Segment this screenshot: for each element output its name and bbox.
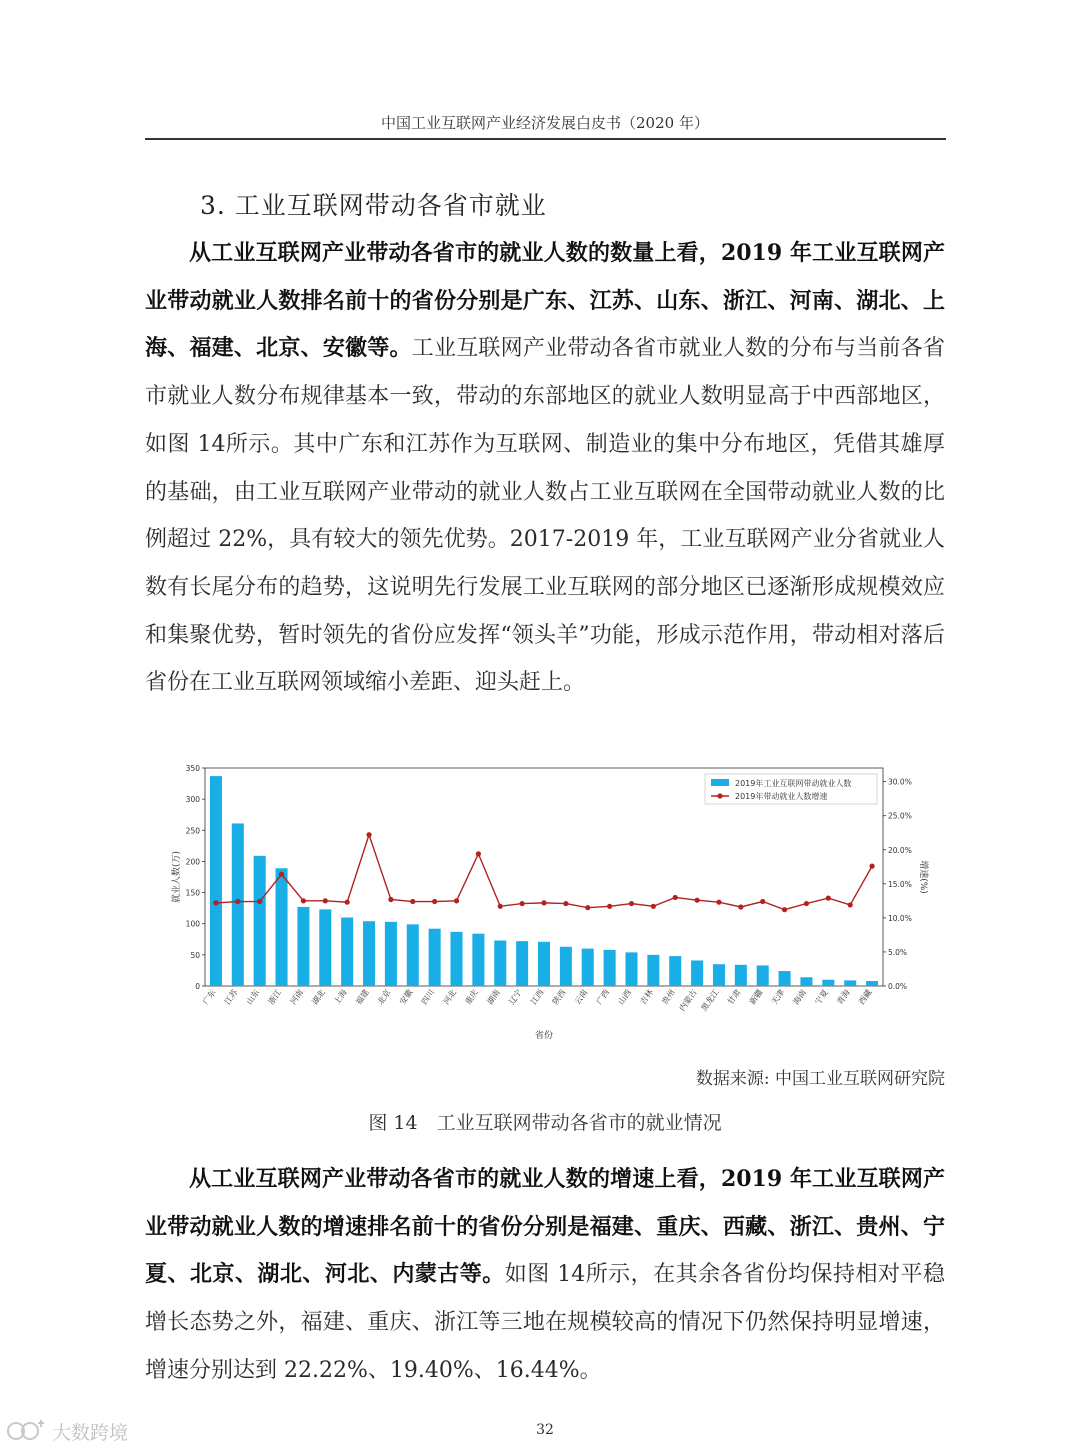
bar bbox=[276, 868, 288, 986]
bar bbox=[560, 947, 572, 986]
x-tick-label: 重庆 bbox=[463, 987, 481, 1007]
x-axis-title: 省份 bbox=[534, 1031, 554, 1041]
growth-point bbox=[826, 896, 831, 901]
growth-point bbox=[804, 901, 809, 906]
growth-point bbox=[345, 900, 350, 905]
x-tick-label: 江西 bbox=[529, 987, 546, 1007]
right-axis-title: 增速(%) bbox=[918, 860, 928, 894]
growth-point bbox=[848, 902, 853, 907]
growth-point bbox=[366, 832, 371, 837]
left-axis-tick-label: 200 bbox=[185, 857, 200, 867]
x-tick-label: 青海 bbox=[835, 987, 852, 1007]
growth-point bbox=[716, 900, 721, 905]
bar bbox=[735, 965, 747, 986]
bar bbox=[363, 921, 375, 986]
growth-point bbox=[585, 905, 590, 910]
right-axis-tick-label: 20.0% bbox=[888, 845, 912, 855]
bar bbox=[691, 960, 703, 986]
x-tick-label: 广西 bbox=[594, 987, 612, 1007]
growth-point bbox=[694, 898, 699, 903]
bar bbox=[341, 917, 353, 986]
x-tick-label: 湖南 bbox=[485, 987, 502, 1007]
right-axis-tick-label: 15.0% bbox=[888, 879, 912, 889]
section-title: 3. 工业互联网带动各省市就业 bbox=[200, 191, 547, 220]
bar bbox=[713, 964, 725, 986]
growth-point bbox=[629, 901, 634, 906]
x-tick-label: 浙江 bbox=[266, 987, 284, 1007]
watermark-text: 大数跨境 bbox=[52, 1421, 129, 1444]
growth-point bbox=[607, 904, 612, 909]
employment-chart bbox=[165, 760, 928, 1050]
bar bbox=[232, 823, 244, 986]
x-tick-label: 新疆 bbox=[747, 987, 765, 1007]
bar bbox=[297, 907, 309, 986]
growth-point bbox=[454, 898, 459, 903]
bar bbox=[407, 924, 419, 986]
bar bbox=[669, 956, 681, 986]
running-header: 中国工业互联网产业经济发展白皮书（2020 年） bbox=[381, 114, 709, 132]
x-tick-label: 四川 bbox=[419, 987, 437, 1007]
legend-label: 2019年带动就业人数增速 bbox=[735, 792, 828, 801]
x-tick-label: 江苏 bbox=[222, 987, 240, 1007]
left-axis-tick-label: 50 bbox=[190, 950, 200, 960]
growth-point bbox=[651, 904, 656, 909]
watermark-logo-icon bbox=[6, 1417, 46, 1445]
x-tick-label: 陕西 bbox=[550, 987, 568, 1007]
header-rule bbox=[145, 138, 946, 140]
paragraph-body: 如图 14所示，在其余各省份均保持相对平稳增长态势之外，福建、重庆、浙江等三地在规模较高的情况下仍然保持明显增速，增速分别达到 22.22%、19.40%、16.44%。 bbox=[145, 1262, 945, 1383]
x-tick-label: 辽宁 bbox=[507, 987, 524, 1007]
growth-point bbox=[235, 899, 240, 904]
x-tick-label: 福建 bbox=[354, 987, 371, 1007]
bar bbox=[800, 977, 812, 986]
growth-point bbox=[476, 851, 481, 856]
x-tick-label: 云南 bbox=[572, 987, 590, 1007]
x-tick-label: 山西 bbox=[616, 987, 634, 1007]
bar bbox=[494, 941, 506, 986]
left-axis-tick-label: 250 bbox=[185, 826, 200, 836]
x-tick-label: 宁夏 bbox=[813, 987, 830, 1007]
x-tick-label: 天津 bbox=[769, 987, 787, 1007]
bar bbox=[472, 934, 484, 986]
growth-point bbox=[498, 904, 503, 909]
figure-caption: 图 14 工业互联网带动各省市的就业情况 bbox=[368, 1112, 722, 1134]
x-tick-label: 西藏 bbox=[857, 987, 874, 1007]
bar bbox=[516, 941, 528, 986]
legend-bar-swatch bbox=[711, 779, 729, 786]
x-tick-label: 海南 bbox=[791, 987, 809, 1007]
paragraph-lead-bold: 从工业互联网产业带动各省市的就业人数的增速上看，2019 年工业互联网产业带动就业人数的增速排名前十的省份分别是福建、重庆、西藏、浙江、贵州、宁夏、北京、湖北、河北、内蒙古等。 bbox=[145, 1166, 945, 1288]
growth-point bbox=[410, 899, 415, 904]
left-axis-tick-label: 0 bbox=[195, 982, 200, 991]
x-tick-label: 内蒙古 bbox=[677, 987, 699, 1013]
x-tick-label: 安徽 bbox=[397, 987, 415, 1007]
x-tick-label: 河南 bbox=[288, 987, 306, 1007]
bar bbox=[319, 909, 331, 986]
x-tick-label: 河北 bbox=[441, 987, 459, 1007]
bar bbox=[582, 949, 594, 986]
x-tick-label: 黑龙江 bbox=[699, 987, 721, 1013]
bar bbox=[779, 971, 791, 986]
x-tick-label: 甘肃 bbox=[725, 987, 743, 1007]
growth-point bbox=[563, 901, 568, 906]
bar bbox=[210, 776, 222, 986]
growth-point bbox=[213, 900, 218, 905]
left-axis-title: 就业人数(万) bbox=[172, 850, 182, 904]
growth-point bbox=[432, 899, 437, 904]
growth-point bbox=[323, 898, 328, 903]
bar bbox=[844, 980, 856, 986]
growth-point bbox=[541, 900, 546, 905]
growth-point bbox=[279, 872, 284, 877]
right-axis-tick-label: 10.0% bbox=[888, 913, 912, 923]
left-axis-tick-label: 150 bbox=[185, 888, 200, 898]
bar bbox=[604, 950, 616, 986]
growth-point bbox=[301, 898, 306, 903]
bar bbox=[538, 942, 550, 986]
paragraph-employment-count bbox=[145, 230, 945, 707]
bar bbox=[429, 929, 441, 986]
right-axis-tick-label: 25.0% bbox=[888, 811, 912, 821]
x-tick-label: 山东 bbox=[244, 987, 262, 1007]
bar bbox=[254, 856, 266, 986]
growth-point bbox=[673, 895, 678, 900]
bar bbox=[625, 952, 637, 986]
bar bbox=[385, 922, 397, 986]
watermark bbox=[6, 1414, 128, 1448]
x-tick-label: 吉林 bbox=[638, 987, 655, 1007]
paragraph-employment-growth bbox=[145, 1156, 945, 1395]
legend-line-marker bbox=[717, 793, 722, 798]
paragraph-body: 工业互联网产业带动各省市就业人数的分布与当前各省市就业人数分布规律基本一致，带动的东部地区的就业人数明显高于中西部地区，如图 14所示。其中广东和江苏作为互联网、制造业的集中分布地区，凭借其雄厚的基础，由工业互联网产业带动的就业人数占工业互联网在全国带动就业人数的比例超过 22%，具有较大的领先优势。2017-2019 年，工业互联网产业分省就业人数有长尾分布的趋势，这说明先行发展工业互联网的部分地区已逐渐形成规模效应和集聚优势，暂时领先的省份应发挥“领头羊”功能，形成示范作用，带动相对落后省份在工业互联网领域缩小差距、迎头赶上。 bbox=[145, 336, 945, 696]
bar bbox=[822, 980, 834, 986]
left-axis-tick-label: 300 bbox=[185, 795, 200, 805]
bar bbox=[647, 955, 659, 986]
growth-point bbox=[782, 907, 787, 912]
left-axis-tick-label: 350 bbox=[185, 764, 200, 773]
x-tick-label: 湖北 bbox=[310, 987, 327, 1007]
left-axis-tick-label: 100 bbox=[185, 919, 200, 929]
growth-point bbox=[869, 864, 874, 869]
growth-point bbox=[520, 901, 525, 906]
growth-point bbox=[257, 899, 262, 904]
paragraph-lead-bold: 从工业互联网产业带动各省市的就业人数的数量上看，2019 年工业互联网产业带动就业人数排名前十的省份分别是广东、江苏、山东、浙江、河南、湖北、上海、福建、北京、安徽等。 bbox=[145, 240, 945, 362]
bar bbox=[866, 981, 878, 986]
right-axis-tick-label: 5.0% bbox=[888, 947, 908, 957]
growth-point bbox=[760, 899, 765, 904]
x-tick-label: 北京 bbox=[375, 987, 393, 1007]
x-tick-label: 广东 bbox=[201, 987, 218, 1007]
bar bbox=[757, 965, 769, 986]
right-axis-tick-label: 30.0% bbox=[888, 777, 912, 787]
x-tick-label: 上海 bbox=[332, 987, 349, 1007]
chart-svg bbox=[165, 760, 928, 1050]
x-tick-label: 贵州 bbox=[660, 987, 677, 1007]
growth-line bbox=[216, 835, 872, 910]
page-number: 32 bbox=[536, 1422, 554, 1438]
bar bbox=[451, 932, 463, 986]
growth-point bbox=[738, 904, 743, 909]
data-source-note: 数据来源: 中国工业互联网研究院 bbox=[695, 1069, 945, 1089]
right-axis-tick-label: 0.0% bbox=[888, 982, 908, 991]
legend-label: 2019年工业互联网带动就业人数 bbox=[735, 779, 852, 788]
growth-point bbox=[388, 897, 393, 902]
